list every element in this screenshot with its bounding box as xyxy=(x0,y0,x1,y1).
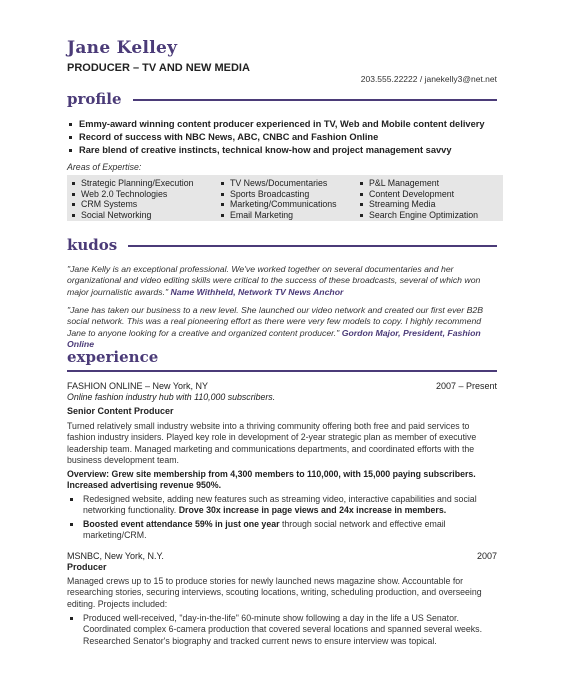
job-bullet xyxy=(67,613,499,647)
experience-rule xyxy=(67,370,497,372)
kudos-heading: kudos xyxy=(67,236,118,254)
job-company: FASHION ONLINE – New York, NY xyxy=(67,381,209,391)
job-bullet xyxy=(67,519,499,542)
areas-column xyxy=(220,178,337,220)
job-summary: Managed crews up to 15 to produce stories for newly launched news magazine show. Accountable for researching stories, securing interviews, scouting locations, writing, scheduling production, and overseeing editing. Projects included: xyxy=(67,576,482,609)
job-bullet xyxy=(67,494,499,517)
area-item: Content Development xyxy=(359,189,478,200)
area-item: CRM Systems xyxy=(71,199,193,210)
area-item: Sports Broadcasting xyxy=(220,189,337,200)
testimonial-text: "Jane Kelly is an exceptional professional. We've worked together on several documentaries and her organizational and video editing skills were critical to the success of these broadcasts, several of which won major journalistic awards." xyxy=(67,264,481,297)
bullet-emphasis: Boosted event attendance 59% in just one year xyxy=(83,518,280,529)
area-item: Strategic Planning/Execution xyxy=(71,178,193,189)
profile-bullet: Rare blend of creative instincts, technical know-how and project management savvy xyxy=(67,144,507,157)
profile-bullets xyxy=(67,118,507,157)
area-item: Web 2.0 Technologies xyxy=(71,189,193,200)
contact-info: 203.555.22222 / janekelly3@net.net xyxy=(360,74,497,84)
candidate-title: PRODUCER – TV AND NEW MEDIA xyxy=(67,62,250,74)
area-item: TV News/Documentaries xyxy=(220,178,337,189)
testimonial xyxy=(67,305,497,350)
job-dates: 2007 – Present xyxy=(435,381,497,391)
areas-of-expertise xyxy=(67,175,503,221)
candidate-name: Jane Kelley xyxy=(67,38,178,58)
area-item: Search Engine Optimization xyxy=(359,210,478,221)
job-bullets xyxy=(67,613,499,649)
job-role: Producer xyxy=(67,562,107,572)
bullet-text: Produced well-received, "day-in-the-life" 60-minute show following a day in the life a US Senator. Coordinated complex 6-camera production that covered several locations and spanned several weeks. Researched Senator's biography and tracked current news to ensure interview was topical. xyxy=(83,613,483,646)
job-dates: 2007 xyxy=(476,551,497,561)
profile-heading: profile xyxy=(67,90,122,108)
areas-column xyxy=(359,178,478,220)
bullet-text: through social network and effective email marketing/CRM. xyxy=(83,518,446,540)
experience-heading: experience xyxy=(67,348,159,366)
job-bullets xyxy=(67,494,499,543)
job-company: MSNBC, New York, N.Y. xyxy=(67,551,164,561)
area-item: P&L Management xyxy=(359,178,478,189)
kudos-rule xyxy=(128,245,497,247)
area-item: Social Networking xyxy=(71,210,193,221)
area-item: Streaming Media xyxy=(359,199,478,210)
profile-rule xyxy=(133,99,497,101)
testimonial-text: "Jane has taken our business to a new level. She launched our video network and created our first ever B2B social network. This was a real pioneering effort as there were very few models to copy. I highly recommend Jane to anyone looking for a creative and organized content producer." xyxy=(67,305,483,338)
areas-label: Areas of Expertise: xyxy=(67,162,142,172)
profile-bullet: Record of success with NBC News, ABC, CNBC and Fashion Online xyxy=(67,131,507,144)
profile-bullet: Emmy-award winning content producer experienced in TV, Web and Mobile content delivery xyxy=(67,118,507,131)
job-role: Senior Content Producer xyxy=(67,406,174,416)
area-item: Email Marketing xyxy=(220,210,337,221)
bullet-text: Redesigned website, adding new features such as streaming video, interactive capabilities and social networking functionality. xyxy=(83,494,477,516)
testimonial xyxy=(67,264,497,298)
testimonial-attribution: Gordon Major, President, Fashion Online xyxy=(67,327,481,349)
area-item: Marketing/Communications xyxy=(220,199,337,210)
bullet-emphasis: Drove 30x increase in page views and 24x increase in members. xyxy=(178,505,447,516)
job-summary: Turned relatively small industry website into a thriving community offering both free and paid services to fashion industry insiders. Played key role in development of 2-year strategic plan as member of executive leadership team. Managed marketing and communications departments, and coordinated efforts with the business development team. xyxy=(67,421,477,465)
job-description: Online fashion industry hub with 110,000 subscribers. xyxy=(67,392,276,402)
areas-column xyxy=(71,178,193,220)
job-overview: Overview: Grew site membership from 4,300 members to 110,000, with 15,000 paying subscribers. Increased advertising revenue 950%. xyxy=(67,469,476,491)
testimonial-attribution: Name Withheld, Network TV News Anchor xyxy=(170,286,344,297)
